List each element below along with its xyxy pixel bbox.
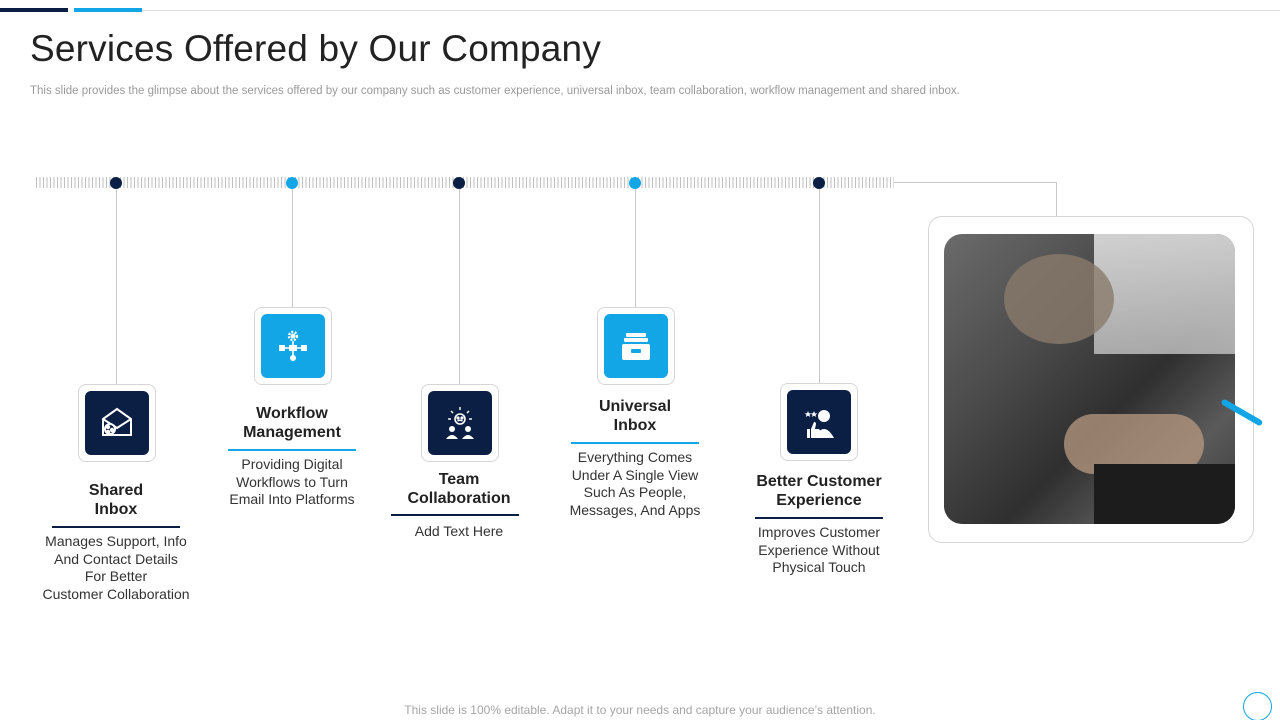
service-card-shared-inbox xyxy=(78,384,156,462)
service-desc-customer-experience xyxy=(729,524,909,577)
service-title-line: Collaboration xyxy=(407,490,511,507)
service-desc-workflow xyxy=(202,456,382,509)
service-title-line: Better Customer xyxy=(756,473,882,490)
service-title-workflow xyxy=(202,404,382,442)
timeline-dot-universal-inbox xyxy=(629,177,641,189)
photo-shape xyxy=(1094,464,1235,524)
service-rule xyxy=(571,442,699,444)
service-desc-line: Customer Collaboration xyxy=(42,585,190,602)
service-title-line: Management xyxy=(243,424,341,441)
slide-subtitle: This slide provides the glimpse about the services offered by our company such as customer experience, universal inbox, team collaboration, workflow management and shared inbox. xyxy=(30,85,960,97)
service-title-line: Shared xyxy=(88,482,144,499)
service-rule xyxy=(755,517,883,519)
header-rule xyxy=(142,10,1280,11)
timeline-dot-team xyxy=(453,177,465,189)
workflow-gear-icon xyxy=(261,314,325,378)
business-person-photo xyxy=(944,234,1235,524)
service-title-customer-experience xyxy=(729,472,909,510)
slide-footer: This slide is 100% editable. Adapt it to your needs and capture your audience’s attention. xyxy=(404,703,876,717)
service-desc-line: Messages, And Apps xyxy=(569,501,701,518)
timeline-dot-customer-experience xyxy=(813,177,825,189)
service-desc-line: Everything Comes xyxy=(577,449,693,465)
service-desc-line: And Contact Details xyxy=(54,550,178,567)
timeline-stem xyxy=(459,189,460,385)
service-desc-line: Add Text Here xyxy=(414,523,504,539)
service-title-universal-inbox xyxy=(545,397,725,435)
service-desc-line: Improves Customer xyxy=(757,524,881,540)
shared-inbox-icon xyxy=(85,391,149,455)
photo-shape xyxy=(1094,234,1235,354)
service-rule xyxy=(391,514,519,516)
service-desc-line: Manages Support, Info xyxy=(45,533,187,549)
service-desc-line: Physical Touch xyxy=(772,559,866,576)
service-desc-line: Experience Without xyxy=(758,541,880,558)
service-desc-line: Under A Single View xyxy=(571,466,699,483)
service-rule xyxy=(52,526,180,528)
timeline-stem xyxy=(292,189,293,308)
service-desc-line: Email Into Platforms xyxy=(229,491,355,508)
slide-title: Services Offered by Our Company xyxy=(30,28,602,69)
service-title-line: Inbox xyxy=(94,501,138,518)
service-title-line: Inbox xyxy=(613,417,657,434)
service-desc-shared-inbox xyxy=(26,533,206,603)
timeline-track xyxy=(36,177,894,188)
timeline-dot-workflow xyxy=(286,177,298,189)
service-card-customer-experience xyxy=(780,383,858,461)
photo-shape xyxy=(1004,254,1114,344)
service-title-line: Team xyxy=(438,471,480,488)
service-desc-team xyxy=(369,523,549,541)
customer-experience-icon xyxy=(787,390,851,454)
service-desc-universal-inbox xyxy=(545,449,725,519)
timeline-stem xyxy=(116,189,117,385)
service-desc-line: Workflows to Turn xyxy=(236,473,348,490)
service-title-line: Universal xyxy=(598,398,672,415)
service-card-team xyxy=(421,384,499,462)
service-rule xyxy=(228,449,356,451)
service-card-universal-inbox xyxy=(597,307,675,385)
service-desc-line: For Better xyxy=(84,568,148,585)
timeline-stem xyxy=(635,189,636,308)
timeline-connector xyxy=(894,182,1057,183)
service-title-line: Workflow xyxy=(256,405,328,422)
timeline-connector-drop xyxy=(1056,182,1057,216)
universal-inbox-icon xyxy=(604,314,668,378)
service-title-team xyxy=(369,470,549,508)
service-title-line: Experience xyxy=(776,492,862,509)
header-accent-bar-dark xyxy=(0,8,68,12)
timeline-dot-shared-inbox xyxy=(110,177,122,189)
service-card-workflow xyxy=(254,307,332,385)
service-desc-line: Such As People, xyxy=(583,484,687,501)
corner-circle-icon xyxy=(1243,692,1272,720)
service-title-shared-inbox xyxy=(26,481,206,519)
header-accent-bar-blue xyxy=(74,8,142,12)
service-desc-line: Providing Digital xyxy=(241,456,343,472)
team-collaboration-icon xyxy=(428,391,492,455)
timeline-stem xyxy=(819,189,820,384)
